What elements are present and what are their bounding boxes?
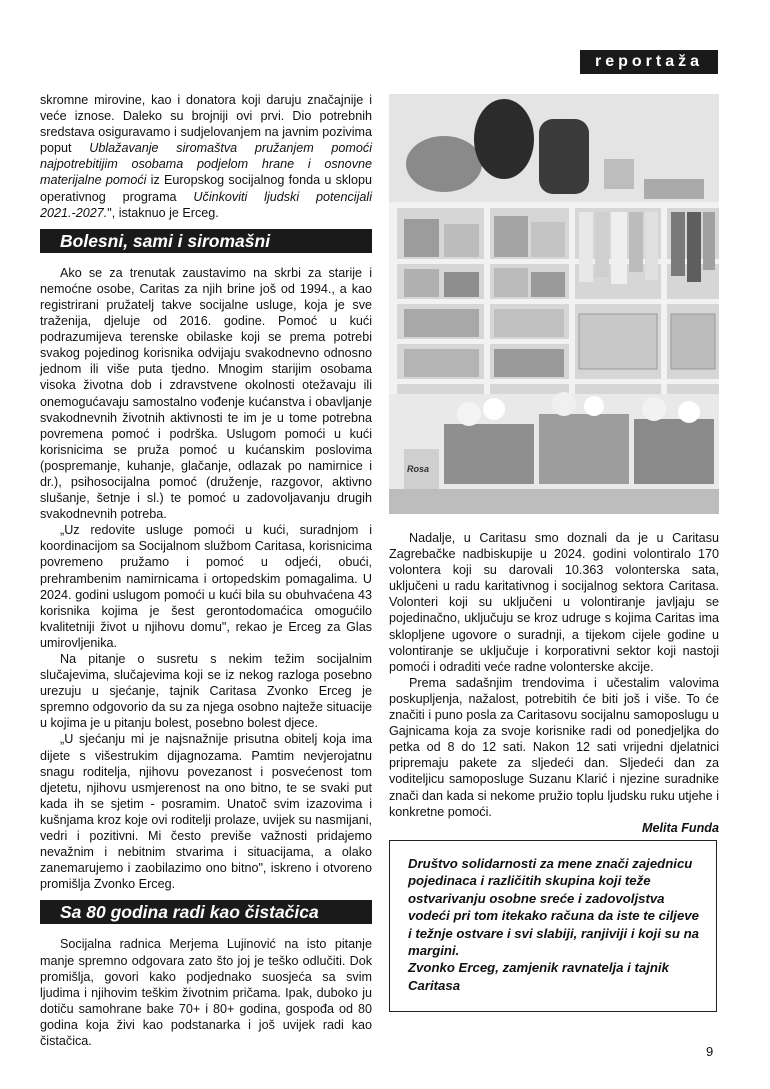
quote-box xyxy=(389,840,717,1012)
photo-package-label: Rosa xyxy=(407,464,430,474)
quote-text: Društvo solidarnosti za mene znači zajednicu pojedinaca i različitih skupina koji teže ostvarivanju osobne sreće i zadovoljstva vodeći pri tom itekako računa da iste te ciljeve i težnje ostvare i svi slabiji, ranjiviji i koji su na margini. xyxy=(408,856,699,959)
right-column xyxy=(389,530,719,836)
paragraph: Socijalna radnica Merjema Lujinović na isto pitanje manje spremno odgovara zato što joj je teško odlučiti. Dok promišlja, govori kako podjednako suosjeća sa svim ljudima i njihovim teškim životnim pričama. Ipak, duboko ju dotiču samohrane bake 70+ i 80+ godina, gospođa od 80 godina koja živi kao podstanarka i još uvijek radi kao čistačica. xyxy=(40,937,372,1048)
storage-shelves-photo xyxy=(389,94,719,514)
paragraph: Na pitanje o susretu s nekim težim socijalnim slučajevima, slučajevima koji se iz nekog razloga posebno urezuju u sjećanje, tajnik Caritasa Zvonko Erceg je spremno odgovorio da su za njega osobno najteže situacije u kojima je u pitanju bolest, posebno bolest djece. xyxy=(40,652,372,731)
author-signature: Melita Funda xyxy=(642,820,719,835)
subheading-bolesni: Bolesni, sami i siromašni xyxy=(40,229,372,253)
subheading-cistacica: Sa 80 godina radi kao čistačica xyxy=(40,900,372,924)
quote-attribution: Zvonko Erceg, zamjenik ravnatelja i tajnik Caritasa xyxy=(408,960,669,993)
paragraph: skromne mirovine, kao i donatora koji daruju značajnije i veće iznose. Daleko su brojniji ovi prvi. Dio potrebnih sredstava osiguravamo i sudjelovanjem na javnim pozivima poput Ublažavanje siromaštva pružanjem pomoći najpotrebitijim osobama podjelom hrane i osnovne materijalne pomoći iz Europskog socijalnog fonda u sklopu operativnog programa Učinkoviti ljudski potencijali 2021.-2027.", istaknuo je Erceg. xyxy=(40,93,373,220)
paragraph: Ako se za trenutak zaustavimo na skrbi za starije i nemoćne osobe, Caritas za njih brine još od 1994., a kao registrirani pružatelj takve socijalne usluge, koja je sve traženija, djeluje od 2016. godine. Pomoć u kući podrazumijeva terenske obilaske koji se prema potrebi svakog pojedinog korisnika odvijaju svakodnevno odnosno jednom ili više puta tjedno. Mnogim starijim osobama visoka životna dob i zdravstvene okolnosti otežavaju ili onemogućavaju samostalno vođenje kućanstva i obavljanje svakodnevnih životnih aktivnosti te im je u tome potrebna povremena pomoć i podrška. Uslugom pomoći u kući korisnicima se pruža pomoć u kućanskim poslovima (pospremanje, kuhanje, glačanje, odlazak po namirnice i dr.), psihosocijalna pomoć (druženje, razgovor, aktivno slušanje, šetnje i sl.) te pomoć u zadovoljavanju drugih svakodnevnih potreba. xyxy=(40,265,372,522)
paragraph: „U sjećanju mi je najsnažnije prisutna obitelj koja ima dijete s višestrukim dijagnozama. Pamtim nevjerojatnu snagu roditelja, njihovu povezanost i posvećenost tom djetetu, njihovu usmjerenost na ono bitno, te se svaki put kada ih se sjetim - posramim. Unatoč svim izazovima i kušnjama kroz koje ovi roditelji prolaze, uvijek su nasmijani, vedri i pozitivni. Mi često previše važnosti pridajemo nevažnim i nebitnim stvarima i situacijama, a olako zanemarujemo i zaobilazimo ono bitno", iskreno i otvoreno promišlja Zvonko Erceg. xyxy=(40,732,372,892)
section-tag: reportaža xyxy=(580,50,718,74)
page-number: 9 xyxy=(706,1044,714,1059)
left-column xyxy=(40,92,372,1049)
paragraph: Prema sadašnjim trendovima i učestalim valovima poskupljenja, nažalost, potrebitih će biti još i više. To će značiti i puno posla za Caritasovu socijalnu samoposlugu u Gajnicama koja za svoje korisnike radi od ponedjeljka do petka od 8 do 12 sati. Nakon 12 sati vrijedni djelatnici pripremaju pakete za sljedeći dan. Sljedeći dan za voditeljicu samoposluge Suzanu Klarić i njezine suradnike znači dan kada si nekome pružio toplu ljudsku ruku utjehe i konkretne pomoći. xyxy=(389,675,719,819)
paragraph: Nadalje, u Caritasu smo doznali da je u Caritasu Zagrebačke nadbiskupije u 2024. godini volontiralo 170 volontera koji su darovali 10.363 volonterska sata, uključeni u radu karitativnog i socijalnog sektora Caritasa. Volonteri koji su uključeni u volontiranje javljaju se pojedinačno, uključuju se kroz udruge s kojima Caritas ima sklopljene ugovore o suradnji, a tijekom cijele godine u volontiranje se uključuje i korporativni sektor koji nastoji pomoći i odraditi veće radne volonterske akcije. xyxy=(389,531,719,674)
paragraph: „Uz redovite usluge pomoći u kući, suradnjom i koordinacijom sa Socijalnom službom Caritasa, korisnicima povremeno pružamo i pomoć u odjeći, obući, prehrambenim namirnicama i ortopedskim pomagalima. U 2024. godini uslugom pomoći u kući bila su obuhvaćena 43 korisnika kojima je šest gerontodomaćica omogućilo kvalitetniji život u njihovu domu", rekao je Erceg za Glas umirovljenika. xyxy=(40,523,372,650)
